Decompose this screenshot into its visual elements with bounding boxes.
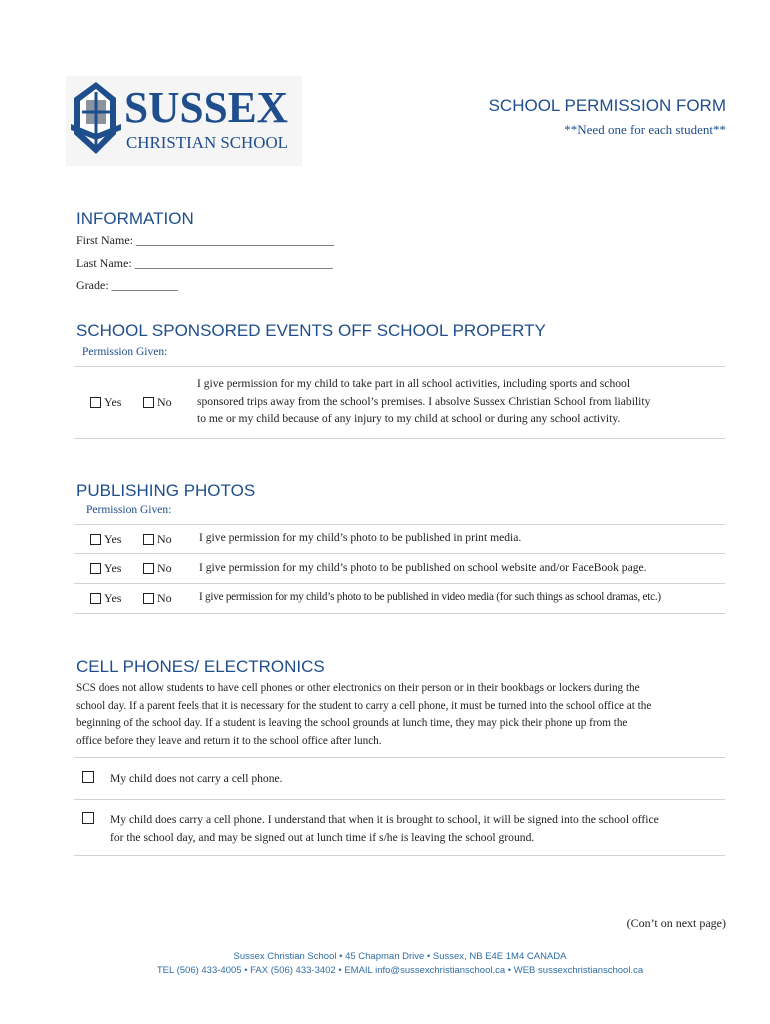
photo-web-yes-checkbox[interactable]	[90, 561, 121, 576]
yes-label: Yes	[104, 591, 122, 605]
checkbox-icon	[90, 593, 101, 604]
yes-label: Yes	[104, 561, 122, 575]
no-label: No	[157, 561, 172, 575]
school-crest-icon	[66, 76, 302, 166]
checkbox-icon	[143, 593, 154, 604]
cell-policy-line: school day. If a parent feels that it is necessary for the student to carry a cell phone, it must be turned into the school office at the	[76, 699, 652, 712]
divider	[74, 799, 725, 800]
events-text-line: sponsored trips away from the school’s premises. I absolve Sussex Christian School from liability	[197, 394, 651, 408]
checkbox-icon	[82, 771, 94, 783]
divider	[74, 438, 725, 439]
checkbox-icon	[143, 397, 154, 408]
no-label: No	[157, 591, 172, 605]
no-cell-phone-label: My child does not carry a cell phone.	[110, 772, 283, 785]
cell-policy-line: office before they leave and return it to the school office after lunch.	[76, 734, 382, 747]
checkbox-icon	[90, 563, 101, 574]
divider	[74, 757, 725, 758]
photo-print-yes-checkbox[interactable]	[90, 532, 121, 547]
checkbox-icon	[143, 534, 154, 545]
cell-policy-line: SCS does not allow students to have cell phones or other electronics on their person or in their bookbags or lockers during the	[76, 682, 640, 694]
photo-row-text: I give permission for my child’s photo to be published on school website and/or FaceBook page.	[199, 561, 647, 574]
continued-note: (Con’t on next page)	[626, 916, 726, 930]
photo-video-yes-checkbox[interactable]	[90, 591, 121, 606]
footer-contact: TEL (506) 433-4005 • FAX (506) 433-3402 • EMAIL info@sussexchristianschool.ca • WEB sussexchristianschool.ca	[156, 965, 644, 976]
last-name-field[interactable]: Last Name: _________________________________	[76, 256, 333, 270]
no-label: No	[157, 532, 172, 546]
photo-web-no-checkbox[interactable]	[143, 561, 172, 576]
photo-row-text: I give permission for my child’s photo to be published in print media.	[199, 531, 522, 544]
cell-policy-line: beginning of the school day. If a student is leaving the school grounds at lunch time, they may pick their phone up from the	[76, 717, 628, 729]
divider	[74, 613, 725, 614]
photos-permission-label: Permission Given:	[86, 504, 172, 516]
photo-print-no-checkbox[interactable]	[143, 532, 172, 547]
no-cell-phone-checkbox[interactable]	[82, 771, 97, 783]
cell-policy-paragraph	[76, 680, 651, 750]
divider	[74, 553, 725, 554]
photo-row-text: I give permission for my child’s photo to be published in video media (for such things as school dramas, etc.)	[199, 591, 661, 603]
yes-label: Yes	[104, 532, 122, 546]
events-permission-label: Permission Given:	[82, 346, 168, 358]
no-label: No	[157, 395, 172, 409]
footer-address: Sussex Christian School • 45 Chapman Drive • Sussex, NB E4E 1M4 CANADA	[233, 951, 567, 962]
divider	[74, 524, 725, 525]
events-statement	[197, 375, 650, 428]
photos-title: PUBLISHING PHOTOS	[76, 481, 256, 500]
first-name-field[interactable]: First Name: _________________________________	[76, 233, 334, 247]
information-title: INFORMATION	[76, 209, 194, 228]
cell-title: CELL PHONES/ ELECTRONICS	[76, 657, 325, 676]
has-cell-phone-line: for the school day, and may be signed out at lunch time if s/he is leaving the school ground.	[110, 830, 535, 844]
checkbox-icon	[90, 397, 101, 408]
events-text-line: I give permission for my child to take part in all school activities, including sports and school	[197, 377, 631, 390]
checkbox-icon	[90, 534, 101, 545]
events-no-checkbox[interactable]	[143, 395, 172, 410]
checkbox-icon	[143, 563, 154, 574]
form-subtitle: **Need one for each student**	[564, 122, 726, 137]
divider	[74, 855, 725, 856]
photo-video-no-checkbox[interactable]	[143, 591, 172, 606]
grade-field[interactable]: Grade: ___________	[76, 278, 178, 292]
events-text-line: to me or my child because of any injury to my child at school or during any school activity.	[197, 412, 621, 425]
school-logo	[66, 76, 302, 166]
checkbox-icon	[82, 812, 94, 824]
events-title: SCHOOL SPONSORED EVENTS OFF SCHOOL PROPERTY	[76, 321, 546, 340]
form-title: SCHOOL PERMISSION FORM	[488, 96, 726, 115]
has-cell-phone-line: My child does carry a cell phone. I understand that when it is brought to school, it will be signed into the school office	[110, 813, 659, 826]
divider	[74, 366, 725, 367]
events-yes-checkbox[interactable]	[90, 395, 121, 410]
logo-line2: CHRISTIAN SCHOOL	[126, 133, 288, 152]
yes-label: Yes	[104, 395, 122, 409]
has-cell-phone-label	[110, 811, 659, 846]
has-cell-phone-checkbox[interactable]	[82, 812, 97, 824]
logo-line1: SUSSEX	[124, 83, 289, 132]
divider	[74, 583, 725, 584]
